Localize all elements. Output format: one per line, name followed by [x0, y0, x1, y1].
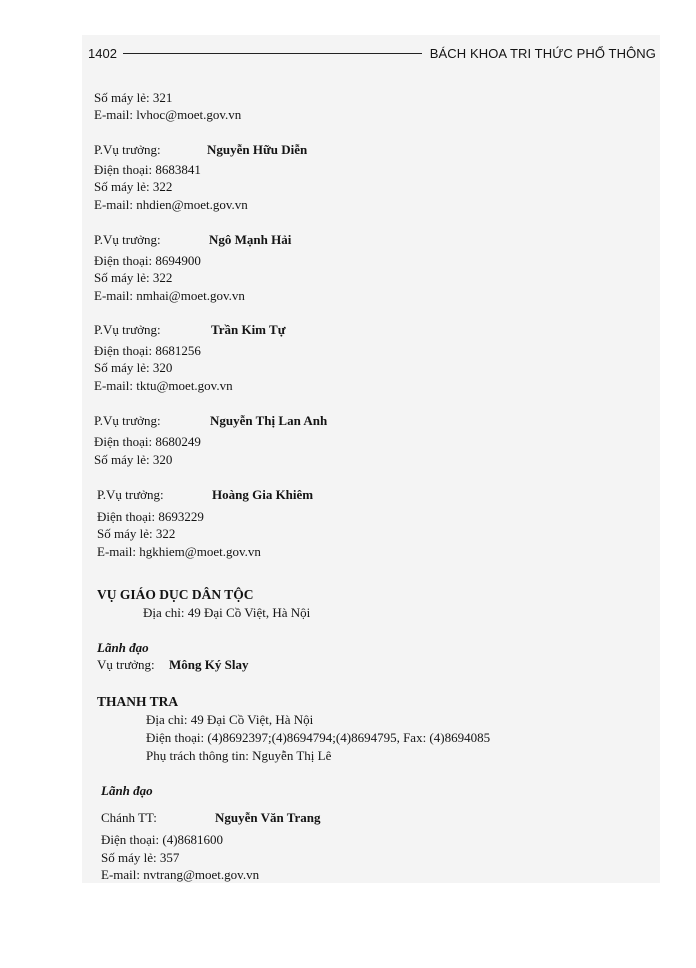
deputy-name: Nguyễn Thị Lan Anh — [210, 413, 328, 428]
email-line: E-mail: nvtrang@moet.gov.vn — [101, 867, 260, 882]
leadership-heading: Lãnh đạo — [101, 783, 153, 798]
chief-row — [101, 810, 321, 826]
phone-line: Điện thoại: (4)8692397;(4)8694794;(4)8694795, Fax: (4)8694085 — [146, 730, 491, 745]
email-line: E-mail: lvhoc@moet.gov.vn — [94, 107, 242, 122]
deputy-role: P.Vụ trưởng: — [97, 487, 164, 502]
book-title: BÁCH KHOA TRI THỨC PHỔ THÔNG — [429, 45, 656, 61]
extension-line: Số máy lẻ: 357 — [101, 850, 180, 865]
deputy-row — [94, 322, 286, 338]
extension-line: Số máy lẻ: 320 — [94, 452, 173, 467]
deputy-role: P.Vụ trưởng: — [94, 322, 161, 337]
page-number: 1402 — [88, 45, 117, 61]
deputy-row — [97, 487, 314, 503]
head-row — [97, 657, 249, 673]
extension-line: Số máy lẻ: 321 — [94, 90, 173, 105]
deputy-role: P.Vụ trưởng: — [94, 142, 161, 157]
extension-line: Số máy lẻ: 322 — [94, 270, 173, 285]
email-line: E-mail: nmhai@moet.gov.vn — [94, 288, 245, 303]
email-line: E-mail: hgkhiem@moet.gov.vn — [97, 544, 261, 559]
deputy-row — [94, 413, 328, 429]
email-line: E-mail: nhdien@moet.gov.vn — [94, 197, 248, 212]
header-rule — [123, 53, 422, 54]
email-line: E-mail: tktu@moet.gov.vn — [94, 378, 233, 393]
deputy-row — [94, 232, 292, 248]
phone-line: Điện thoại: 8694900 — [94, 253, 201, 268]
phone-line: Điện thoại: (4)8681600 — [101, 832, 224, 847]
page-header — [88, 44, 656, 62]
phone-line: Điện thoại: 8680249 — [94, 434, 201, 449]
extension-line: Số máy lẻ: 322 — [97, 526, 176, 541]
deputy-role: P.Vụ trưởng: — [94, 413, 161, 428]
section-title: THANH TRA — [97, 694, 179, 709]
chief-role: Chánh TT: — [101, 810, 157, 825]
address-line: Địa chỉ: 49 Đại Cồ Việt, Hà Nội — [143, 605, 311, 620]
head-name: Mông Ký Slay — [169, 657, 249, 672]
deputy-row — [94, 142, 308, 158]
info-contact-line: Phụ trách thông tin: Nguyễn Thị Lê — [146, 748, 332, 763]
head-role: Vụ trưởng: — [97, 657, 155, 672]
chief-name: Nguyễn Văn Trang — [215, 810, 321, 825]
deputy-name: Trần Kim Tự — [211, 322, 286, 337]
deputy-role: P.Vụ trưởng: — [94, 232, 161, 247]
leadership-heading: Lãnh đạo — [97, 640, 149, 655]
deputy-name: Hoàng Gia Khiêm — [212, 487, 314, 502]
extension-line: Số máy lẻ: 320 — [94, 360, 173, 375]
phone-line: Điện thoại: 8693229 — [97, 509, 204, 524]
deputy-name: Ngô Mạnh Hải — [209, 232, 292, 247]
deputy-name: Nguyễn Hữu Diễn — [207, 142, 308, 157]
section-title: VỤ GIÁO DỤC DÂN TỘC — [97, 587, 254, 602]
extension-line: Số máy lẻ: 322 — [94, 179, 173, 194]
phone-line: Điện thoại: 8681256 — [94, 343, 201, 358]
address-line: Địa chỉ: 49 Đại Cồ Việt, Hà Nội — [146, 712, 314, 727]
phone-line: Điện thoại: 8683841 — [94, 162, 201, 177]
